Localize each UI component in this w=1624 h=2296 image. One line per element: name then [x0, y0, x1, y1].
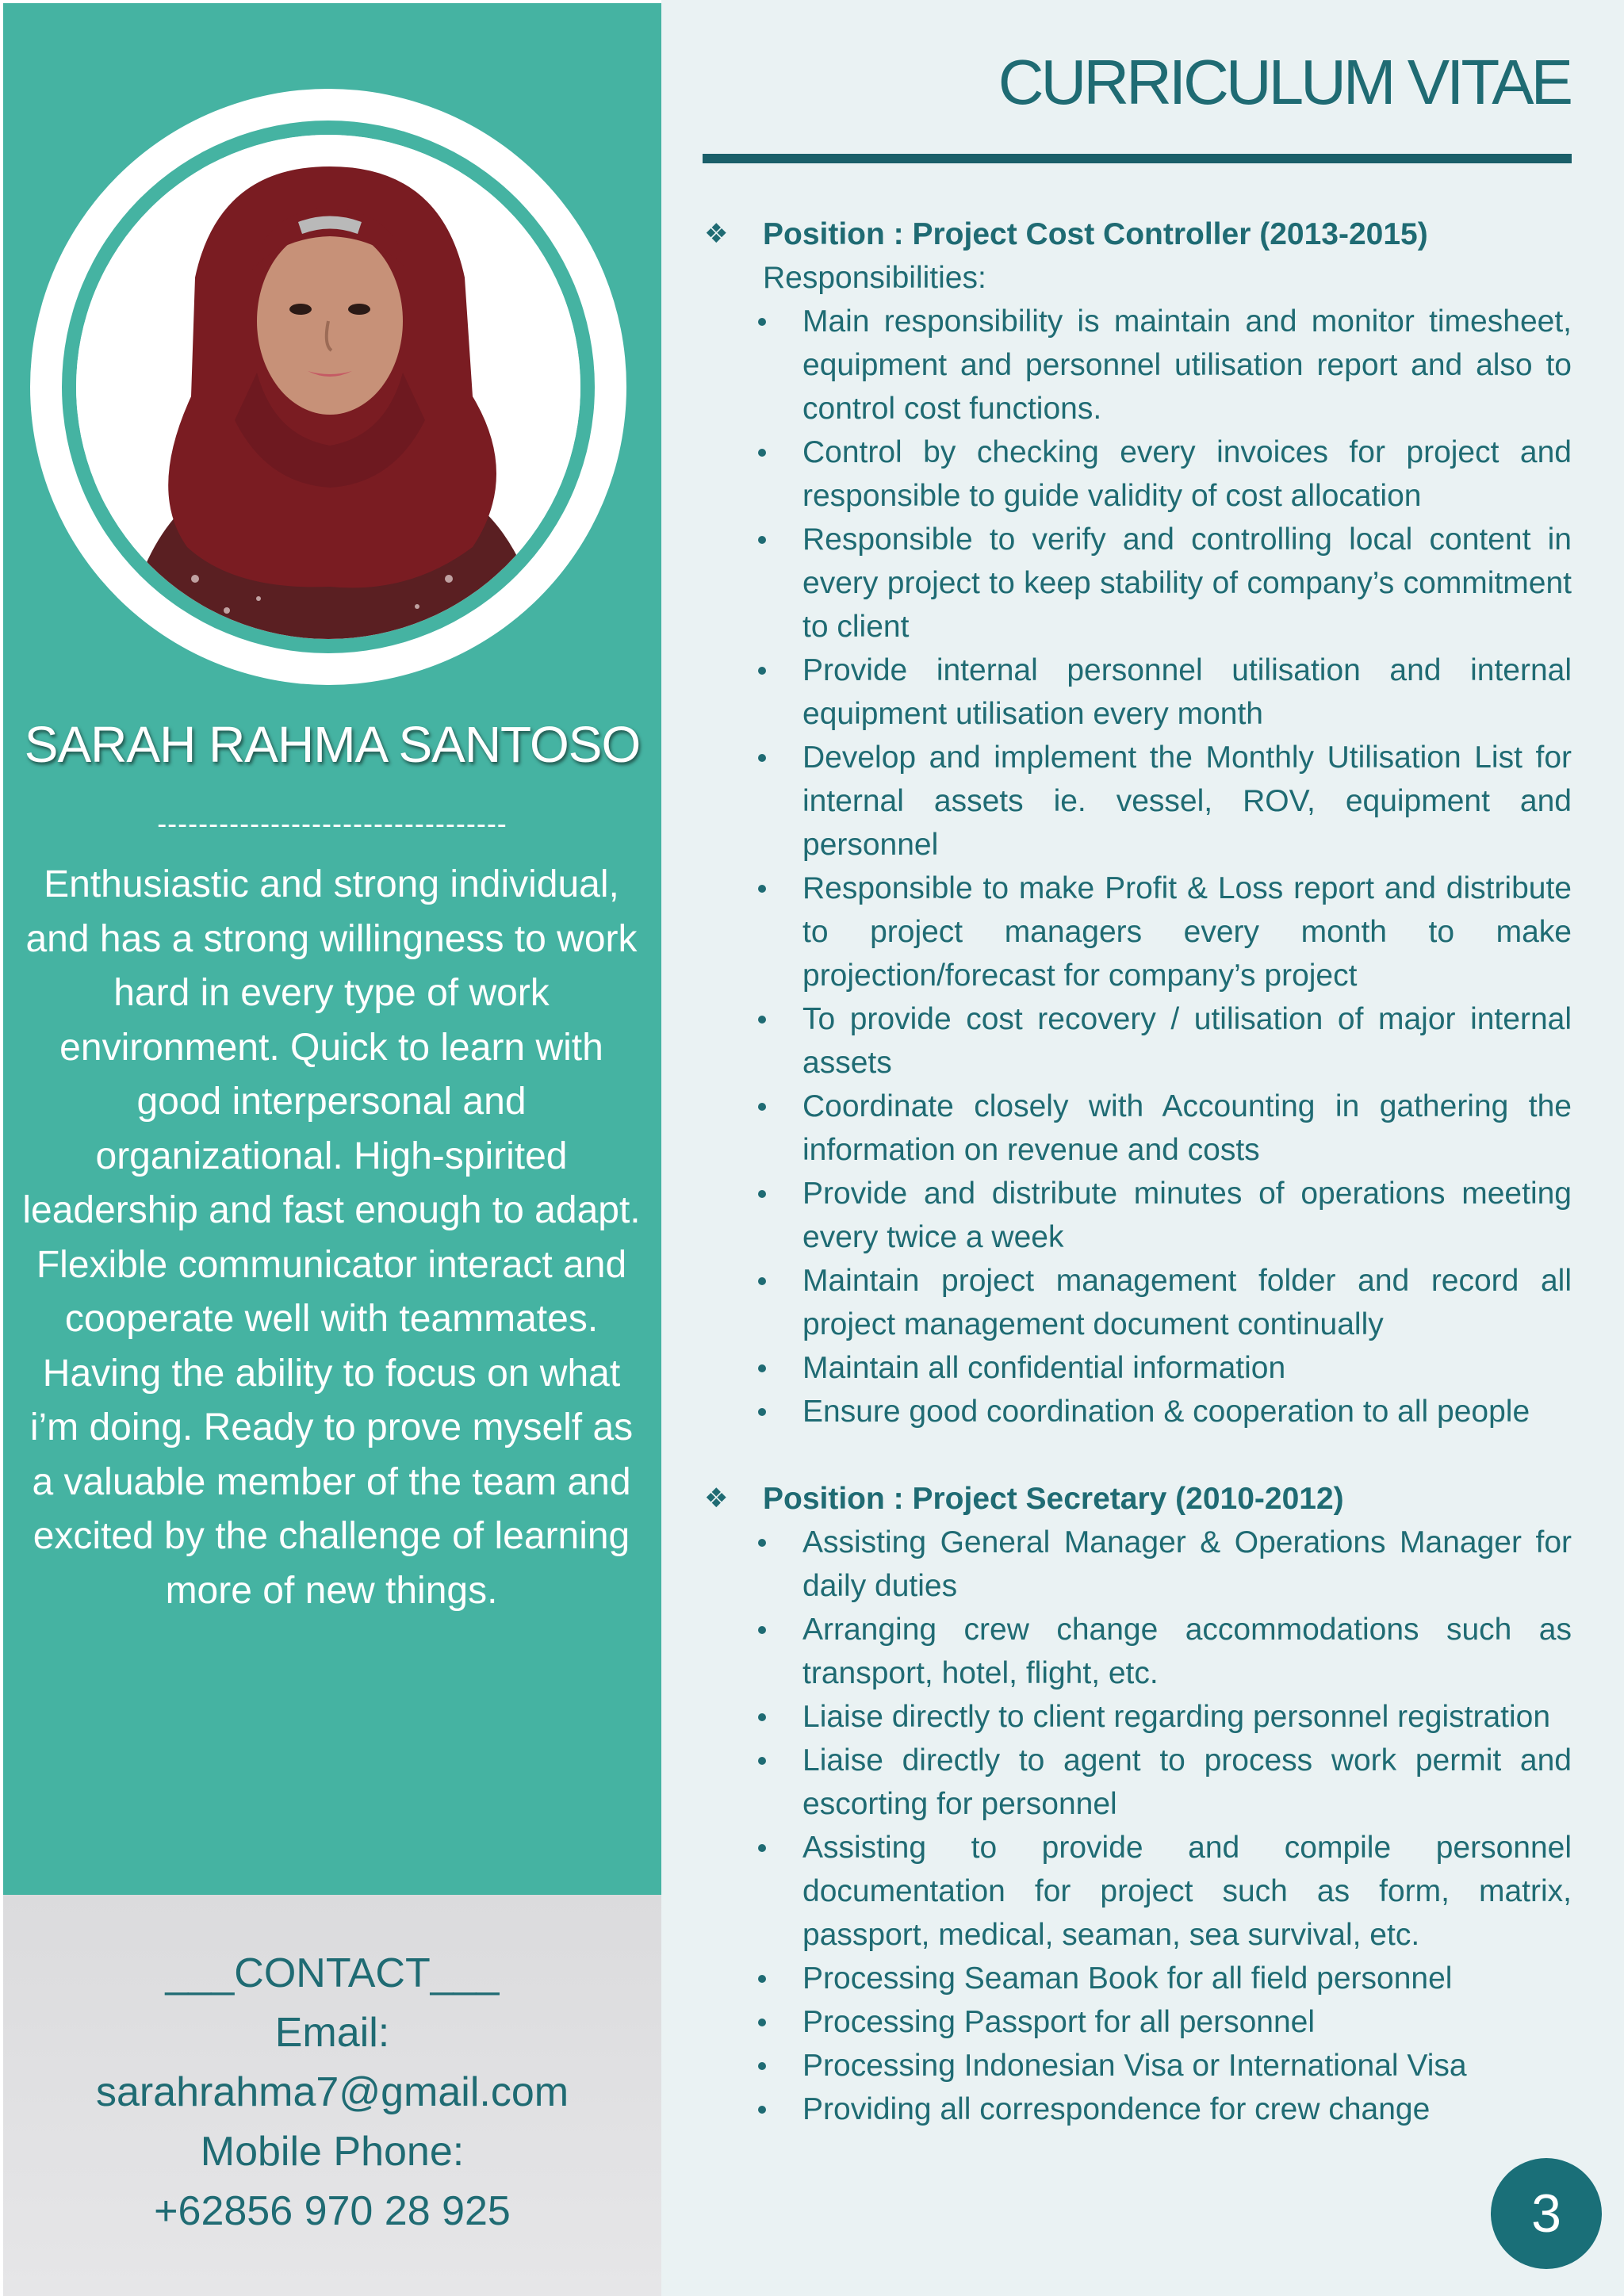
list-item: Ensure good coordination & cooperation to all people — [802, 1390, 1572, 1433]
email-label: Email: — [274, 2010, 390, 2056]
email-address[interactable]: sarahrahma7@gmail.com — [95, 2069, 569, 2115]
position-title: Position : Project Cost Controller (2013-2015) — [763, 217, 1428, 251]
list-item: Coordinate closely with Accounting in gathering the information on revenue and costs — [802, 1085, 1572, 1172]
position-heading — [703, 212, 1572, 256]
list-item: Assisting to provide and compile personnel documentation for project such as form, matrix, passport, medical, seaman, sea survival, etc. — [802, 1826, 1572, 1957]
profile-photo-frame — [30, 89, 626, 685]
person-portrait-icon — [76, 135, 580, 639]
list-item: Develop and implement the Monthly Utilisation List for internal assets ie. vessel, ROV, equipment and personnel — [802, 736, 1572, 867]
list-item: Liaise directly to client regarding personnel registration — [802, 1695, 1572, 1739]
list-item: Provide and distribute minutes of operations meeting every twice a week — [802, 1172, 1572, 1259]
list-item: Maintain project management folder and record all project management document continually — [802, 1259, 1572, 1346]
list-item: Processing Seaman Book for all field personnel — [802, 1957, 1572, 2000]
responsibility-list — [703, 1521, 1572, 2131]
profile-summary: Enthusiastic and strong individual, and has a strong willingness to work hard in every type of work environment. Quick to learn with good interpersonal and organizational. High-spirited leadership and fast enough to adapt. Flexible communicator interact and cooperate well with teammates. Having the ability to focus on what i’m doing. Ready to prove myself as a valuable member of the team and excited by the challenge of learning more of new things. — [22, 863, 641, 1612]
responsibilities-label: Responsibilities: — [763, 261, 986, 295]
list-item: Processing Indonesian Visa or International Visa — [802, 2044, 1572, 2087]
contact-heading: ___CONTACT___ — [165, 1950, 500, 1996]
list-item: Maintain all confidential information — [802, 1346, 1572, 1390]
list-item: Providing all correspondence for crew change — [802, 2087, 1572, 2131]
position-title: Position : Project Secretary (2010-2012) — [763, 1482, 1344, 1516]
responsibility-list — [703, 300, 1572, 1433]
list-item: Processing Passport for all personnel — [802, 2000, 1572, 2044]
page-number-badge: 3 — [1491, 2158, 1602, 2269]
list-item: Main responsibility is maintain and monitor timesheet, equipment and personnel utilisation report and also to control cost functions. — [802, 300, 1572, 430]
list-item: Provide internal personnel utilisation and internal equipment utilisation every month — [802, 649, 1572, 736]
profile-name: SARAH RAHMA SANTOSO — [24, 716, 641, 773]
profile-photo — [76, 135, 580, 639]
name-divider: ---------------------------------- — [157, 807, 508, 840]
list-item: Assisting General Manager & Operations Manager for daily duties — [802, 1521, 1572, 1608]
phone-number[interactable]: +62856 970 28 925 — [154, 2188, 511, 2234]
phone-label: Mobile Phone: — [200, 2129, 465, 2175]
list-item: Responsible to make Profit & Loss report and distribute to project managers every month to make projection/forecast for company’s project — [802, 867, 1572, 997]
position-heading — [703, 1477, 1572, 1521]
work-experience — [703, 212, 1572, 2131]
list-item: Liaise directly to agent to process work permit and escorting for personnel — [802, 1739, 1572, 1826]
diamond-bullet-icon: ❖ — [704, 219, 729, 249]
contact-section — [3, 1944, 661, 2241]
list-item: Responsible to verify and controlling local content in every project to keep stability of company’s commitment to client — [802, 518, 1572, 649]
list-item: Control by checking every invoices for project and responsible to guide validity of cost allocation — [802, 430, 1572, 518]
list-item: Arranging crew change accommodations such as transport, hotel, flight, etc. — [802, 1608, 1572, 1695]
diamond-bullet-icon: ❖ — [704, 1483, 729, 1513]
title-underline — [703, 154, 1572, 163]
page-title: CURRICULUM VITAE — [998, 47, 1570, 117]
list-item: To provide cost recovery / utilisation of major internal assets — [802, 997, 1572, 1085]
